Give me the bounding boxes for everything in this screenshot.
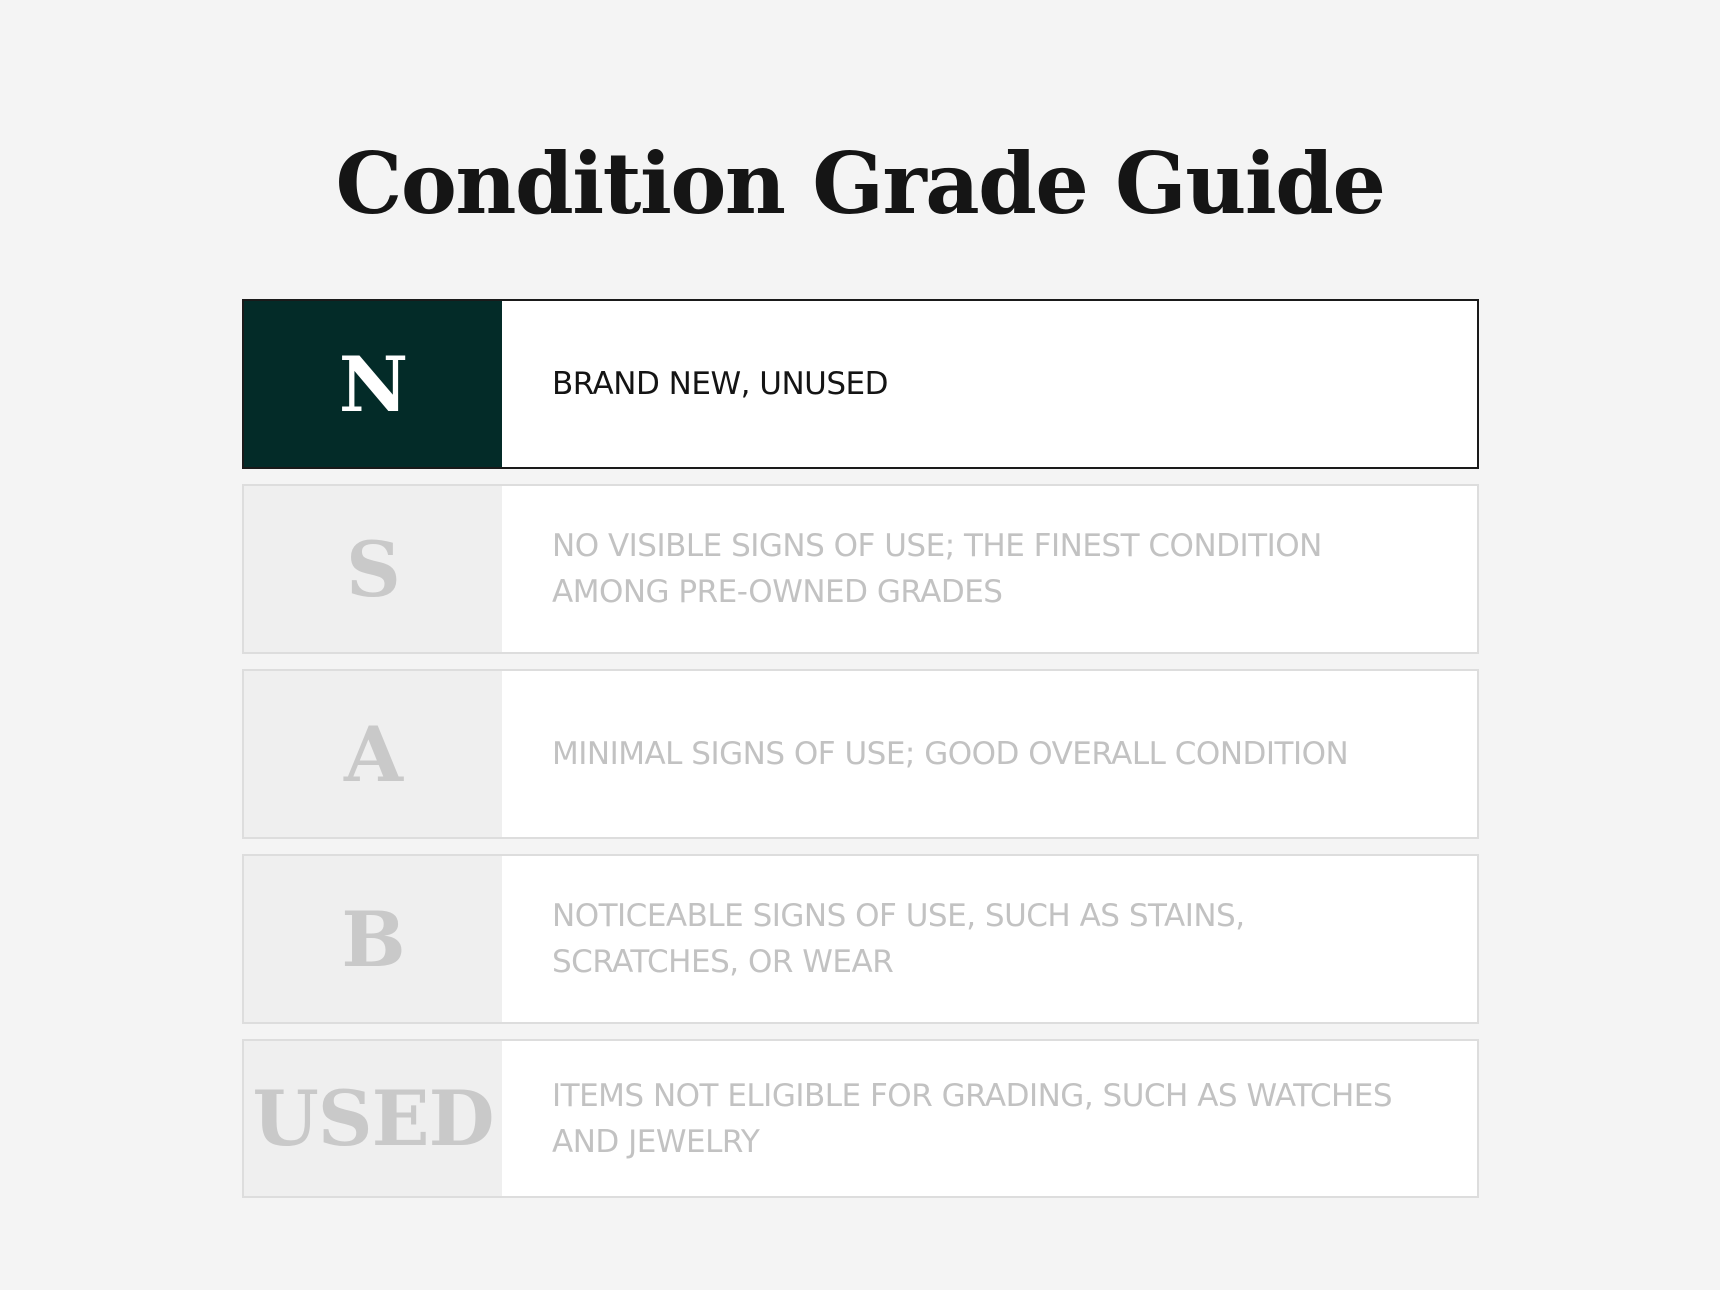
grade-code-badge: B [244, 856, 502, 1022]
page-title: Condition Grade Guide [335, 134, 1385, 233]
grade-code-badge: USED [244, 1041, 502, 1196]
grade-code-badge: N [244, 301, 502, 467]
grade-description: NO VISIBLE SIGNS OF USE; THE FINEST CONDITION AMONG PRE-OWNED GRADES [552, 528, 1322, 610]
grade-description: MINIMAL SIGNS OF USE; GOOD OVERALL CONDITION [552, 736, 1349, 772]
grade-code-badge: S [244, 486, 502, 652]
grade-row-n[interactable] [242, 299, 1479, 469]
grade-list [242, 299, 1479, 1213]
grade-description: BRAND NEW, UNUSED [552, 366, 889, 402]
grade-row-s[interactable] [242, 484, 1479, 654]
grade-row-b[interactable] [242, 854, 1479, 1024]
grade-description: ITEMS NOT ELIGIBLE FOR GRADING, SUCH AS WATCHES AND JEWELRY [552, 1077, 1393, 1160]
grade-row-used[interactable] [242, 1039, 1479, 1198]
grade-row-a[interactable] [242, 669, 1479, 839]
grade-code-badge: A [244, 671, 502, 837]
grade-description: NOTICEABLE SIGNS OF USE, SUCH AS STAINS, SCRATCHES, OR WEAR [552, 898, 1245, 980]
